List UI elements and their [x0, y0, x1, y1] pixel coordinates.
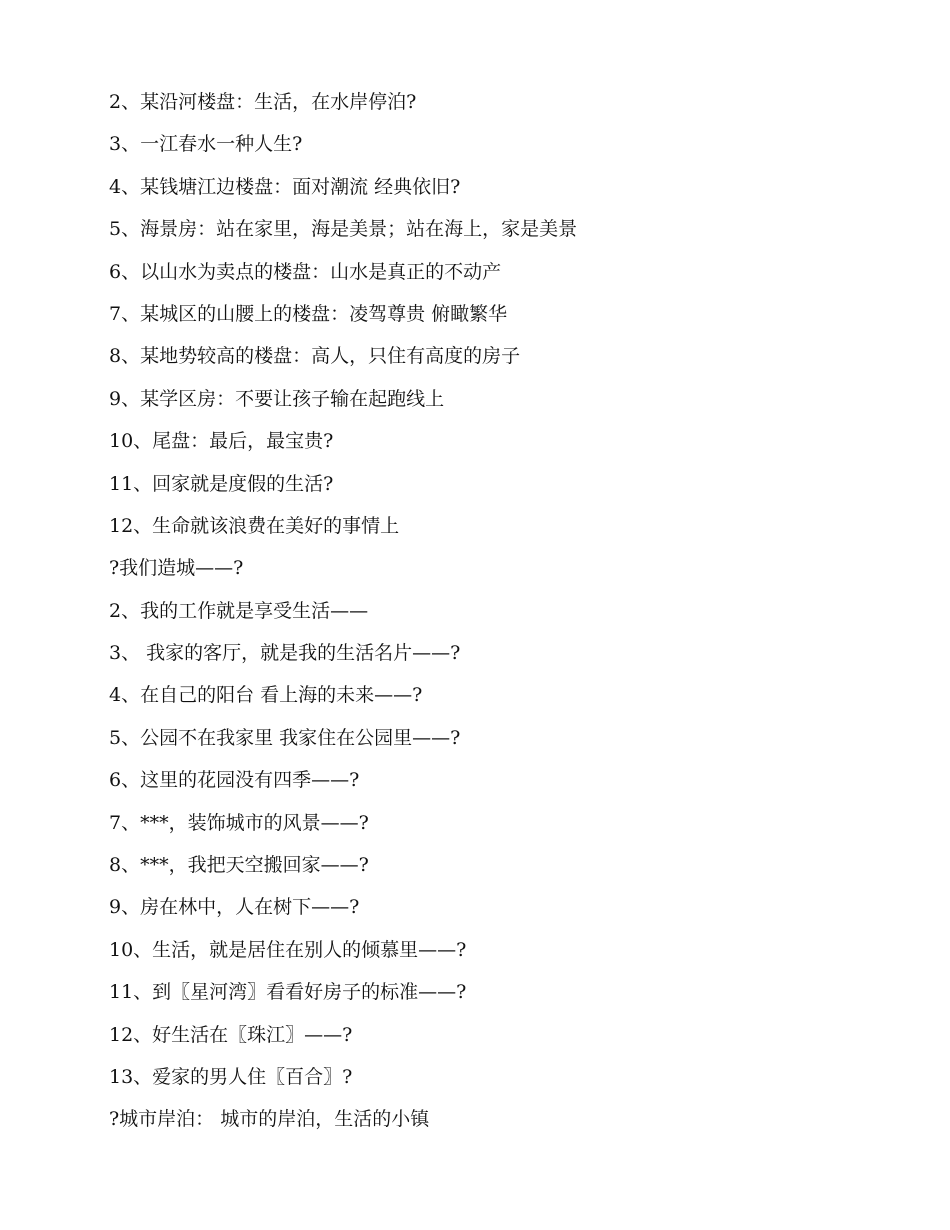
text-line: 8、某地势较高的楼盘：高人，只住有高度的房子 [109, 345, 521, 368]
text-line: 6、以山水为卖点的楼盘：山水是真正的不动产 [109, 260, 502, 283]
text-line: 6、这里的花园没有四季——? [109, 769, 360, 792]
slogan-list [109, 87, 909, 1147]
text-line: 4、在自己的阳台 看上海的未来——? [109, 684, 423, 707]
text-line: 7、某城区的山腰上的楼盘：凌驾尊贵 俯瞰繁华 [109, 302, 508, 325]
text-line: 7、***，装饰城市的风景——? [109, 811, 369, 834]
text-line: 8、***，我把天空搬回家——? [109, 854, 369, 877]
text-line: 5、公园不在我家里 我家住在公园里——? [109, 726, 461, 749]
text-line: 4、某钱塘江边楼盘：面对潮流 经典依旧? [109, 175, 461, 198]
text-line: 13、爱家的男人住〖百合〗? [109, 1065, 353, 1088]
text-line: 10、生活，就是居住在别人的倾慕里——? [109, 938, 467, 961]
text-line: 12、生命就该浪费在美好的事情上 [109, 514, 400, 537]
text-line: 2、我的工作就是享受生活—— [109, 599, 369, 622]
text-line: 3、 我家的客厅，就是我的生活名片——? [109, 642, 461, 665]
text-line: 5、海景房：站在家里，海是美景；站在海上，家是美景 [109, 218, 578, 241]
section-heading: ?我们造城——? [109, 557, 244, 580]
section-heading: ?城市岸泊： 城市的岸泊，生活的小镇 [109, 1108, 430, 1131]
text-line: 11、回家就是度假的生活? [109, 472, 334, 495]
text-line: 9、房在林中，人在树下——? [109, 896, 360, 919]
text-line: 3、一江春水一种人生? [109, 133, 303, 156]
text-line: 9、某学区房：不要让孩子输在起跑线上 [109, 387, 445, 410]
text-line: 11、到〖星河湾〗看看好房子的标准——? [109, 981, 467, 1004]
text-line: 2、某沿河楼盘：生活，在水岸停泊? [109, 91, 417, 113]
text-line: 10、尾盘：最后，最宝贵? [109, 430, 334, 453]
text-line: 12、好生活在〖珠江〗——? [109, 1023, 353, 1046]
